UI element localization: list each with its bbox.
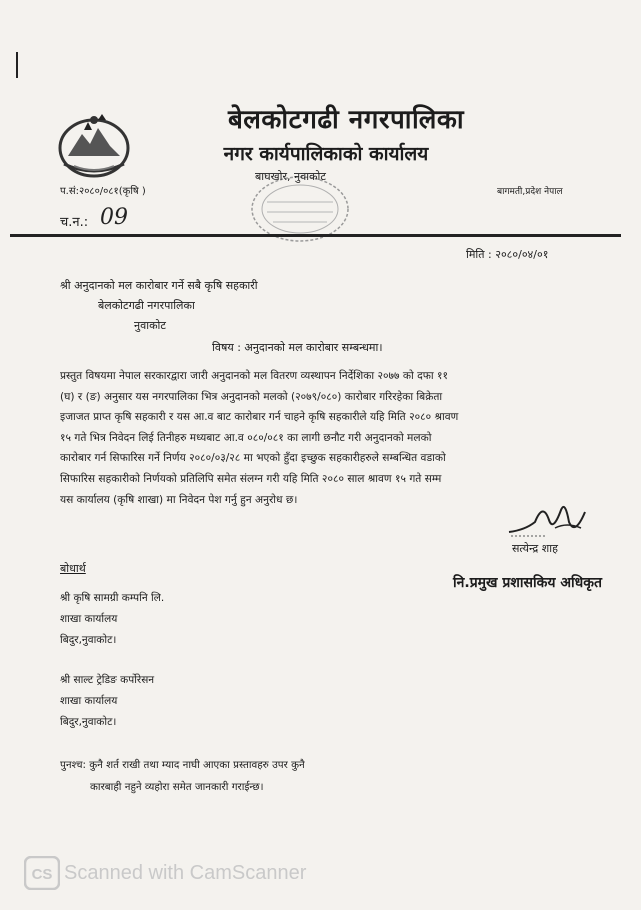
postscript <box>60 754 305 798</box>
nepal-emblem-icon <box>54 108 134 180</box>
letter-body <box>60 366 580 510</box>
camscanner-watermark: Scanned with CamScanner <box>64 862 307 884</box>
postscript-line: पुनश्च: कुनै शर्त राखी तथा म्याद नाघी आएका प्रस्तावहरु उपर कुनै <box>60 759 305 771</box>
office-name: नगर कार्यपालिकाको कार्यालय <box>223 143 429 165</box>
dispatch-number-label: च.न.: <box>60 215 89 230</box>
scan-mark <box>16 52 18 78</box>
body-line: प्रस्तुत विषयमा नेपाल सरकारद्वारा जारी अनुदानको मल वितरण व्यस्थापन निर्देशिका २०७७ को दफा ११ <box>60 370 449 382</box>
recipient-line-3: नुवाकोट <box>134 319 166 332</box>
body-line: सिफारिस सहकारीको निर्णयको प्रतिलिपि समेत संलग्न गरी यहि मिति २०८० साल श्रावण १५ गते सम्म <box>60 472 442 485</box>
recipient-line-2: बेलकोटगढी नगरपालिका <box>98 299 195 312</box>
postscript-line: कारबाही नहुने व्यहोरा समेत जानकारी गराईन्छ। <box>90 781 264 793</box>
cc-line: बिदुर,नुवाकोट। <box>60 634 117 646</box>
municipality-name: बेलकोटगढी नगरपालिका <box>227 105 465 135</box>
body-line: १५ गते भित्र निवेदन लिई तिनीहरु मध्यबाट आ.व ०८०/०८१ का लागी छनौट गरी अनुदानको मलको <box>60 431 432 444</box>
letter-subject: विषय : अनुदानको मल कारोबार सम्बन्धमा। <box>212 341 383 354</box>
cc-line: श्री साल्ट ट्रेडिङ कर्पोरेसन <box>60 674 155 686</box>
camscanner-logo-icon <box>24 856 60 890</box>
dispatch-number-value: 09 <box>100 205 128 230</box>
body-line: यस कार्यालय (कृषि शाखा) मा निवेदन पेश गर्नु हुन अनुरोध छ। <box>60 493 298 506</box>
letter-date: मिति : २०८०/०४/०१ <box>466 248 549 261</box>
signer-name: सत्येन्द्र शाह <box>512 542 558 555</box>
cc-entry-2 <box>60 670 154 733</box>
header-divider <box>10 234 621 237</box>
body-line: कारोबार गर्न सिफारिस गर्ने निर्णय २०८०/०३/२८ मा भएको हुँदा इच्छुक सहकारीहरुले सम्बन्धित वडाको <box>60 452 446 465</box>
cc-heading: बोधार्थ <box>60 562 86 575</box>
camscanner-badge-text: CS <box>31 866 53 883</box>
cc-line: शाखा कार्यालय <box>60 695 118 707</box>
province-label: बागमती,प्रदेश नेपाल <box>497 187 563 197</box>
signer-title: नि.प्रमुख प्रशासकिय अधिकृत <box>453 575 602 591</box>
cc-line: बिदुर,नुवाकोट। <box>60 716 117 728</box>
cc-line: श्री कृषि सामग्री कम्पनि लि. <box>60 592 165 604</box>
signature-icon <box>505 492 595 542</box>
body-line: इजाजत प्राप्त कृषि सहकारी र यस आ.व बाट कारोबार गर्न चाहने कृषि सहकारीले यहि मिति २०८० श्रावण <box>60 411 459 424</box>
reference-number: प.सं:२०८०/०८१(कृषि ) <box>60 186 146 197</box>
body-line: (घ) र (ङ) अनुसार यस नगरपालिका भित्र अनुदानको मलको (२०७९/०८०) कारोबार गरिरहेका बिक्रेता <box>60 390 443 403</box>
cc-line: शाखा कार्यालय <box>60 613 118 625</box>
cc-entry-1 <box>60 588 164 651</box>
office-address: बाघखोर, नुवाकोट <box>255 170 326 183</box>
recipient-line-1: श्री अनुदानको मल कारोबार गर्ने सबै कृषि सहकारी <box>60 279 258 292</box>
